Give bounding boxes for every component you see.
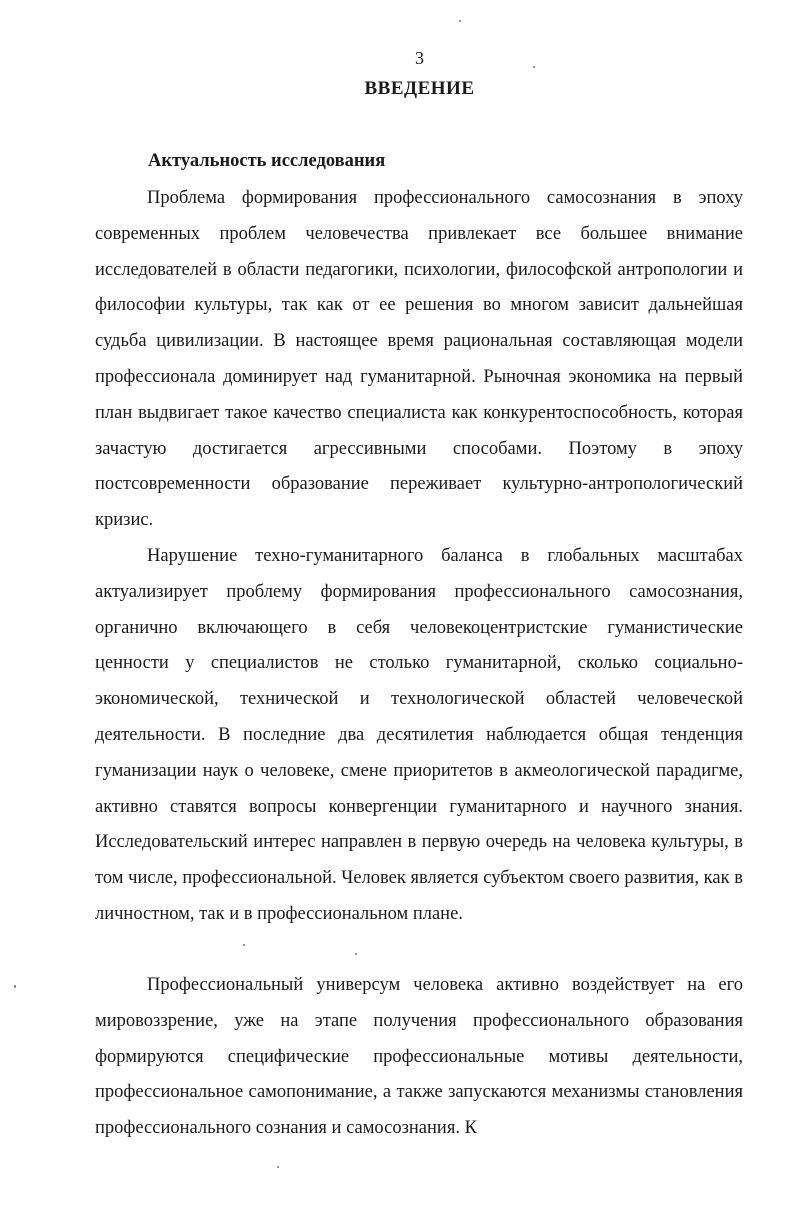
page-title — [0, 78, 795, 100]
paragraph-2: Нарушение техно-гуманитарного баланса в глобальных масштабах актуализирует проблему формирования профессионального самосознания, органично включающего в себя человекоцентристские гуманистические ценности у специалистов не столько гуманитарной, сколько социально-экономической, технической и технологической областей человеческой деятельности. В последние два десятилетия наблюдается общая тенденция гуманизации наук о человеке, смене приоритетов в акмеологической парадигме, активно ставятся вопросы конвергенции гуманитарного и научного знания. Исследовательский интерес направлен в первую очередь на человека культуры, в том числе, профессиональной. Человек является субъектом своего развития, как в личностном, так и в профессиональном плане. — [95, 546, 743, 924]
scan-speck — [459, 20, 461, 22]
section-heading: Актуальность исследования — [148, 151, 386, 171]
scan-speck — [355, 953, 357, 955]
scan-speck — [533, 66, 535, 68]
scan-speck — [243, 944, 245, 946]
scan-speck — [14, 985, 16, 988]
page-title-text: ВВЕДЕНИЕ — [364, 78, 475, 99]
paragraph-3: Профессиональный универсум человека активно воздействует на его мировоззрение, уже на этапе получения профессионального образования формируются специфические профессиональные мотивы деятельности, профессиональное самопонимание, а также запускаются механизмы становления профессионального сознания и самосознания. К — [95, 975, 743, 1139]
page-number — [0, 48, 795, 69]
paragraph-1: Проблема формирования профессионального самосознания в эпоху современных проблем человечества привлекает все большее внимание исследователей в области педагогики, психологии, философской антропологии и философии культуры, так как от ее решения во многом зависит дальнейшая судьба цивилизации. В настоящее время рациональная составляющая модели профессионала доминирует над гуманитарной. Рыночная экономика на первый план выдвигает такое качество специалиста как конкурентоспособность, которая зачастую достигается агрессивными способами. Поэтому в эпоху постсовременности образование переживает культурно-антропологический кризис. — [95, 188, 743, 531]
page-number-text: 3 — [415, 48, 424, 68]
scan-speck — [277, 1166, 279, 1168]
